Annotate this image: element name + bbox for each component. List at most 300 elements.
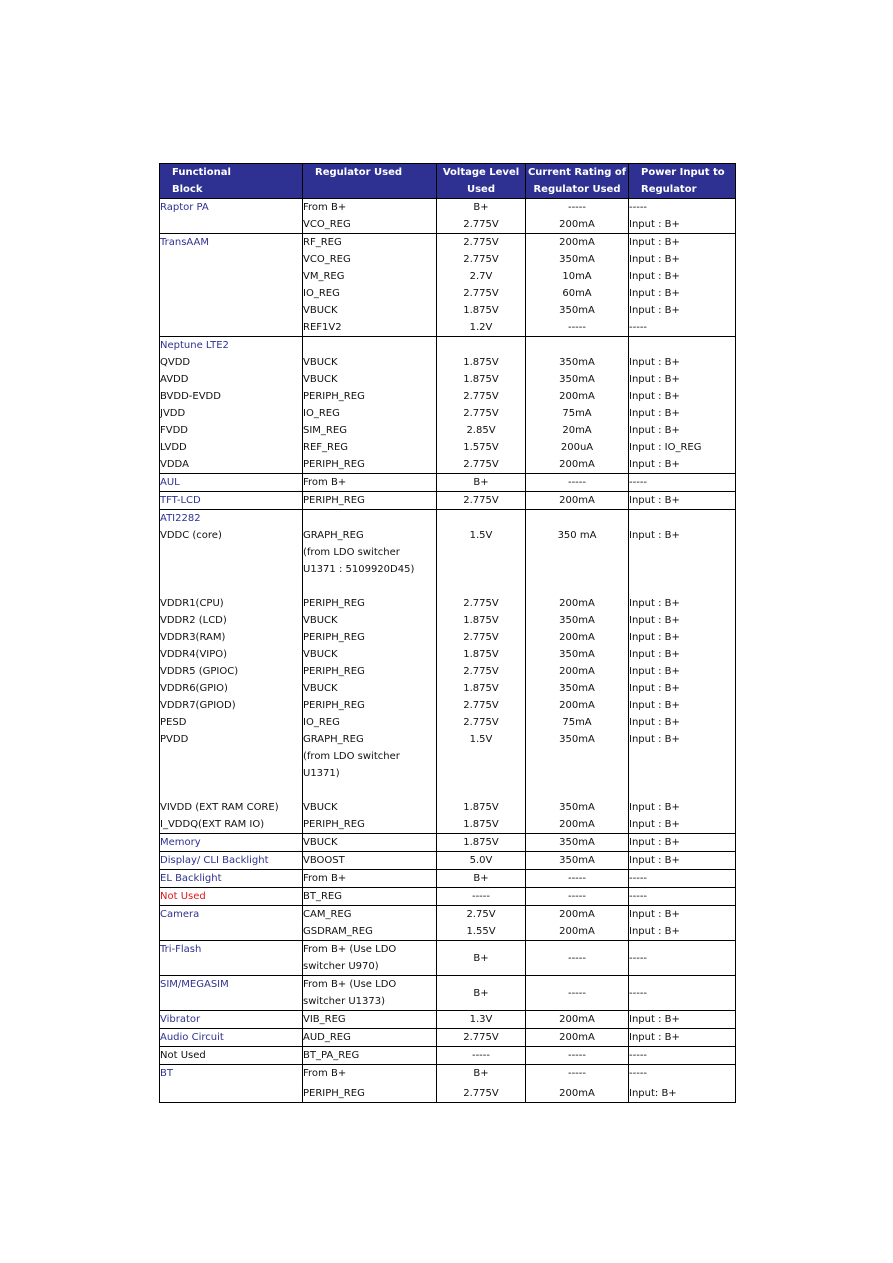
header-line: Regulator	[641, 184, 697, 195]
power-input-cell	[629, 337, 736, 474]
functional-block-cell	[160, 337, 303, 474]
power-input-value: Input : B+	[629, 734, 680, 745]
block-3	[160, 474, 736, 492]
power-input-cell	[629, 941, 736, 976]
spacer	[160, 782, 302, 799]
spacer	[526, 337, 628, 354]
regulator-table	[159, 163, 736, 1103]
current-value: 200mA	[559, 1032, 595, 1043]
current-cell	[526, 834, 629, 852]
regulator-line: (from LDO switcher	[303, 751, 400, 762]
power-input-value: -----	[629, 322, 648, 333]
power-input-value: Input : B+	[629, 802, 680, 813]
spacer	[437, 782, 525, 799]
voltage-cell	[437, 941, 526, 976]
spacer	[160, 578, 302, 595]
block-name: Memory	[160, 837, 201, 848]
current-value: -----	[567, 987, 587, 999]
regulator-line: PERIPH_REG	[303, 819, 365, 830]
power-input-value: Input : B+	[629, 1032, 680, 1043]
regulator-line: SIM_REG	[303, 425, 347, 436]
regulator-line: From B+ (Use LDO	[303, 979, 397, 990]
voltage-value: 2.775V	[463, 219, 499, 230]
table-row	[160, 1065, 736, 1103]
spacer	[437, 544, 525, 561]
block-14	[160, 1029, 736, 1047]
current-value: 20mA	[562, 425, 592, 436]
table-row	[160, 870, 736, 888]
regulator-cell	[303, 870, 437, 888]
voltage-value: B+	[473, 952, 489, 964]
spacer	[303, 782, 436, 799]
voltage-value: B+	[473, 987, 489, 999]
regulator-line: VBOOST	[303, 855, 345, 866]
voltage-value: 1.2V	[469, 322, 493, 333]
regulator-cell	[303, 1047, 437, 1065]
spacer	[303, 578, 436, 595]
voltage-cell	[437, 337, 526, 474]
spacer	[526, 782, 628, 799]
voltage-value: B+	[473, 1068, 489, 1079]
voltage-value: 1.55V	[466, 926, 496, 937]
power-input-value: Input : B+	[629, 683, 680, 694]
voltage-value: -----	[471, 891, 491, 902]
block-name: ATI2282	[160, 513, 201, 524]
regulator-line: VBUCK	[303, 357, 338, 368]
voltage-value: 2.7V	[469, 271, 493, 282]
spacer	[526, 510, 628, 527]
functional-block-cell	[160, 976, 303, 1011]
row-label: LVDD	[160, 442, 187, 453]
spacer	[629, 561, 735, 578]
power-input-value: Input : B+	[629, 1014, 680, 1025]
power-input-value: -----	[629, 1068, 648, 1079]
current-value: 10mA	[562, 271, 592, 282]
spacer	[437, 765, 525, 782]
power-input-cell	[629, 492, 736, 510]
table-row	[160, 941, 736, 976]
block-0	[160, 199, 736, 234]
table-row	[160, 852, 736, 870]
block-name: Not Used	[160, 891, 206, 902]
current-value: -----	[567, 1050, 587, 1061]
functional-block-cell	[160, 492, 303, 510]
regulator-cell	[303, 834, 437, 852]
regulator-line: VM_REG	[303, 271, 345, 282]
spacer	[526, 748, 628, 765]
regulator-line: BT_REG	[303, 891, 342, 902]
regulator-line: PERIPH_REG	[303, 495, 365, 506]
power-input-cell	[629, 1011, 736, 1029]
block-11	[160, 941, 736, 976]
voltage-value: 2.775V	[463, 237, 499, 248]
voltage-value: 2.775V	[463, 632, 499, 643]
voltage-value: 2.775V	[463, 666, 499, 677]
regulator-line: switcher U1373)	[303, 996, 386, 1007]
regulator-line: BT_PA_REG	[303, 1050, 360, 1061]
voltage-value: 1.875V	[463, 819, 499, 830]
power-input-value: Input : B+	[629, 374, 680, 385]
spacer	[437, 748, 525, 765]
current-cell	[526, 234, 629, 337]
power-input-cell	[629, 1047, 736, 1065]
header-line: Block	[172, 184, 203, 195]
regulator-line: From B+	[303, 873, 347, 884]
block-name: Vibrator	[160, 1014, 201, 1025]
row-label: QVDD	[160, 357, 191, 368]
power-input-value: Input : B+	[629, 649, 680, 660]
regulator-cell	[303, 337, 437, 474]
table-row	[160, 906, 736, 941]
current-cell	[526, 976, 629, 1011]
block-16	[160, 1065, 736, 1103]
current-value: 200mA	[559, 1014, 595, 1025]
power-input-cell	[629, 976, 736, 1011]
row-label: VDDC (core)	[160, 530, 222, 541]
table-row	[160, 834, 736, 852]
row-label: VDDA	[160, 459, 189, 470]
regulator-cell	[303, 1029, 437, 1047]
current-value: 200mA	[559, 219, 595, 230]
power-input-value: Input : B+	[629, 837, 680, 848]
voltage-value: 5.0V	[469, 855, 493, 866]
block-name: TransAAM	[160, 237, 210, 248]
regulator-line: REF1V2	[303, 322, 342, 333]
row-label: FVDD	[160, 425, 188, 436]
block-12	[160, 976, 736, 1011]
regulator-line: CAM_REG	[303, 909, 352, 920]
block-4	[160, 492, 736, 510]
block-10	[160, 906, 736, 941]
functional-block-cell	[160, 888, 303, 906]
power-input-value: -----	[629, 891, 648, 902]
regulator-cell	[303, 906, 437, 941]
power-input-value: Input : B+	[629, 254, 680, 265]
current-value: 60mA	[562, 288, 592, 299]
row-label: JVDD	[160, 408, 186, 419]
regulator-line: PERIPH_REG	[303, 598, 365, 609]
block-name: Not Used	[160, 1050, 206, 1061]
regulator-line: IO_REG	[303, 408, 340, 419]
regulator-line: From B+	[303, 477, 347, 488]
voltage-value: 2.775V	[463, 717, 499, 728]
block-name: Raptor PA	[160, 202, 209, 213]
power-input-value: Input : B+	[629, 495, 680, 506]
power-input-value: -----	[629, 952, 648, 964]
regulator-line: RF_REG	[303, 237, 342, 248]
voltage-value: 1.575V	[463, 442, 499, 453]
spacer	[160, 748, 302, 765]
power-input-value: Input : B+	[629, 530, 680, 541]
regulator-line: PERIPH_REG	[303, 632, 365, 643]
power-input-cell	[629, 234, 736, 337]
current-cell	[526, 199, 629, 234]
current-cell	[526, 870, 629, 888]
spacer	[629, 782, 735, 799]
voltage-value: 1.875V	[463, 802, 499, 813]
current-value: 200mA	[559, 632, 595, 643]
functional-block-cell	[160, 1065, 303, 1103]
row-label: VDDR7(GPIOD)	[160, 700, 236, 711]
row-label: I_VDDQ(EXT RAM IO)	[160, 819, 265, 830]
functional-block-cell	[160, 1011, 303, 1029]
current-value: 200uA	[560, 442, 594, 453]
regulator-cell	[303, 852, 437, 870]
regulator-line: (from LDO switcher	[303, 547, 400, 558]
current-value: 350mA	[559, 837, 595, 848]
voltage-value: 1.875V	[463, 649, 499, 660]
power-input-value: Input : B+	[629, 909, 680, 920]
voltage-cell	[437, 1029, 526, 1047]
table-row	[160, 199, 736, 234]
current-value: -----	[567, 891, 587, 902]
voltage-cell	[437, 510, 526, 834]
regulator-cell	[303, 1065, 437, 1103]
regulator-line: VCO_REG	[303, 254, 351, 265]
table-row	[160, 510, 736, 834]
table-row	[160, 976, 736, 1011]
table-row	[160, 337, 736, 474]
current-value: 200mA	[559, 700, 595, 711]
current-value: -----	[567, 322, 587, 333]
header-regulator-used	[303, 164, 437, 199]
header-line: Current Rating of	[527, 167, 627, 178]
voltage-value: 1.5V	[469, 734, 493, 745]
table-row	[160, 1011, 736, 1029]
table-row	[160, 492, 736, 510]
regulator-cell	[303, 976, 437, 1011]
current-cell	[526, 1029, 629, 1047]
block-name: EL Backlight	[160, 873, 222, 884]
header-line: Regulator Used	[533, 184, 621, 195]
functional-block-cell	[160, 510, 303, 834]
current-cell	[526, 888, 629, 906]
table-row	[160, 474, 736, 492]
power-input-value: Input : B+	[629, 459, 680, 470]
power-input-cell	[629, 510, 736, 834]
voltage-cell	[437, 834, 526, 852]
regulator-cell	[303, 941, 437, 976]
block-13	[160, 1011, 736, 1029]
voltage-value: 2.775V	[463, 1032, 499, 1043]
functional-block-cell	[160, 1029, 303, 1047]
spacer	[526, 561, 628, 578]
regulator-line: PERIPH_REG	[303, 1088, 365, 1099]
current-cell	[526, 510, 629, 834]
power-input-value: -----	[629, 1050, 648, 1061]
power-input-value: Input : B+	[629, 855, 680, 866]
block-name: Audio Circuit	[160, 1032, 224, 1043]
spacer	[303, 337, 436, 354]
power-input-value: -----	[629, 873, 648, 884]
regulator-line: IO_REG	[303, 717, 340, 728]
current-value: 350mA	[559, 357, 595, 368]
current-value: 200mA	[559, 391, 595, 402]
regulator-line: From B+ (Use LDO	[303, 944, 397, 955]
current-value: 350mA	[559, 734, 595, 745]
regulator-line: IO_REG	[303, 288, 340, 299]
block-name: AUL	[160, 477, 180, 488]
block-name: Tri-Flash	[160, 944, 202, 955]
current-cell	[526, 474, 629, 492]
regulator-line: PERIPH_REG	[303, 700, 365, 711]
spacer	[437, 510, 525, 527]
functional-block-cell	[160, 852, 303, 870]
spacer	[526, 544, 628, 561]
voltage-value: 2.775V	[463, 408, 499, 419]
current-value: 350mA	[559, 649, 595, 660]
power-input-value: Input : B+	[629, 598, 680, 609]
spacer	[629, 578, 735, 595]
current-cell	[526, 1011, 629, 1029]
block-1	[160, 234, 736, 337]
regulator-line: PERIPH_REG	[303, 666, 365, 677]
regulator-cell	[303, 888, 437, 906]
header-functional-block	[160, 164, 303, 199]
header-line: Regulator Used	[315, 167, 403, 178]
block-6	[160, 834, 736, 852]
voltage-value: -----	[471, 1050, 491, 1061]
current-cell	[526, 941, 629, 976]
header-power-input	[629, 164, 736, 199]
current-value: 200mA	[559, 819, 595, 830]
power-input-value: -----	[629, 202, 648, 213]
header-current-rating	[526, 164, 629, 199]
voltage-value: 1.875V	[463, 683, 499, 694]
power-input-value: Input : B+	[629, 357, 680, 368]
voltage-cell	[437, 1011, 526, 1029]
regulator-line: switcher U970)	[303, 961, 379, 972]
power-input-value: Input : B+	[629, 305, 680, 316]
voltage-value: B+	[473, 873, 489, 884]
power-input-value: Input : B+	[629, 615, 680, 626]
functional-block-cell	[160, 870, 303, 888]
functional-block-cell	[160, 941, 303, 976]
table-row	[160, 234, 736, 337]
current-value: -----	[567, 202, 587, 213]
current-value: 75mA	[562, 717, 592, 728]
row-label: BVDD-EVDD	[160, 391, 221, 402]
functional-block-cell	[160, 1047, 303, 1065]
power-input-value: Input : B+	[629, 219, 680, 230]
power-input-value: Input : B+	[629, 700, 680, 711]
power-input-cell	[629, 474, 736, 492]
header-line: Functional	[172, 167, 231, 178]
power-input-cell	[629, 852, 736, 870]
spacer	[526, 765, 628, 782]
block-name: BT	[160, 1068, 173, 1079]
regulator-line: VBUCK	[303, 615, 338, 626]
current-value: 200mA	[559, 459, 595, 470]
regulator-line: GRAPH_REG	[303, 530, 364, 541]
voltage-value: 2.775V	[463, 700, 499, 711]
voltage-value: 2.775V	[463, 288, 499, 299]
voltage-value: 1.875V	[463, 837, 499, 848]
row-label: VDDR6(GPIO)	[160, 683, 228, 694]
voltage-cell	[437, 474, 526, 492]
voltage-value: 2.775V	[463, 254, 499, 265]
regulator-line: REF_REG	[303, 442, 349, 453]
power-input-value: Input : B+	[629, 271, 680, 282]
current-value: 200mA	[559, 598, 595, 609]
current-value: 75mA	[562, 408, 592, 419]
current-cell	[526, 337, 629, 474]
power-input-value: Input: B+	[629, 1088, 677, 1099]
power-input-cell	[629, 199, 736, 234]
voltage-value: 2.775V	[463, 391, 499, 402]
power-input-cell	[629, 1029, 736, 1047]
regulator-line: PERIPH_REG	[303, 391, 365, 402]
voltage-cell	[437, 1065, 526, 1103]
row-label: VDDR4(VIPO)	[160, 649, 228, 660]
voltage-cell	[437, 888, 526, 906]
current-cell	[526, 492, 629, 510]
regulator-line: VBUCK	[303, 683, 338, 694]
current-value: 350 mA	[557, 530, 597, 541]
row-label: VDDR2 (LCD)	[160, 615, 227, 626]
voltage-value: 1.3V	[469, 1014, 493, 1025]
voltage-cell	[437, 234, 526, 337]
current-cell	[526, 1047, 629, 1065]
current-value: 200mA	[559, 237, 595, 248]
row-label: VDDR5 (GPIOC)	[160, 666, 239, 677]
block-7	[160, 852, 736, 870]
current-value: 350mA	[559, 305, 595, 316]
regulator-line: PERIPH_REG	[303, 459, 365, 470]
block-15	[160, 1047, 736, 1065]
current-value: -----	[567, 952, 587, 964]
spacer	[160, 561, 302, 578]
current-value: 350mA	[559, 254, 595, 265]
block-name: Camera	[160, 909, 200, 920]
voltage-cell	[437, 906, 526, 941]
voltage-value: 1.875V	[463, 374, 499, 385]
row-label: AVDD	[160, 374, 189, 385]
current-cell	[526, 852, 629, 870]
power-input-cell	[629, 834, 736, 852]
spacer	[303, 510, 436, 527]
row-label: VDDR1(CPU)	[160, 598, 224, 609]
current-value: 200mA	[559, 666, 595, 677]
table-row	[160, 888, 736, 906]
regulator-line: AUD_REG	[303, 1032, 351, 1043]
regulator-line: GRAPH_REG	[303, 734, 364, 745]
regulator-line: VBUCK	[303, 837, 338, 848]
header-line: Used	[466, 184, 495, 195]
regulator-cell	[303, 474, 437, 492]
regulator-line: VIB_REG	[303, 1014, 346, 1025]
table-row	[160, 1029, 736, 1047]
voltage-cell	[437, 976, 526, 1011]
power-input-cell	[629, 870, 736, 888]
block-9	[160, 888, 736, 906]
power-input-value: Input : IO_REG	[629, 442, 702, 453]
voltage-value: 2.775V	[463, 1088, 499, 1099]
voltage-value: B+	[473, 202, 489, 213]
table-header	[160, 164, 736, 199]
regulator-line: GSDRAM_REG	[303, 926, 373, 937]
voltage-value: 2.775V	[463, 598, 499, 609]
spacer	[437, 337, 525, 354]
power-input-cell	[629, 906, 736, 941]
regulator-line: VBUCK	[303, 649, 338, 660]
current-value: 350mA	[559, 802, 595, 813]
current-value: -----	[567, 477, 587, 488]
row-label: PESD	[160, 717, 187, 728]
power-input-value: Input : B+	[629, 237, 680, 248]
power-input-cell	[629, 1065, 736, 1103]
functional-block-cell	[160, 906, 303, 941]
